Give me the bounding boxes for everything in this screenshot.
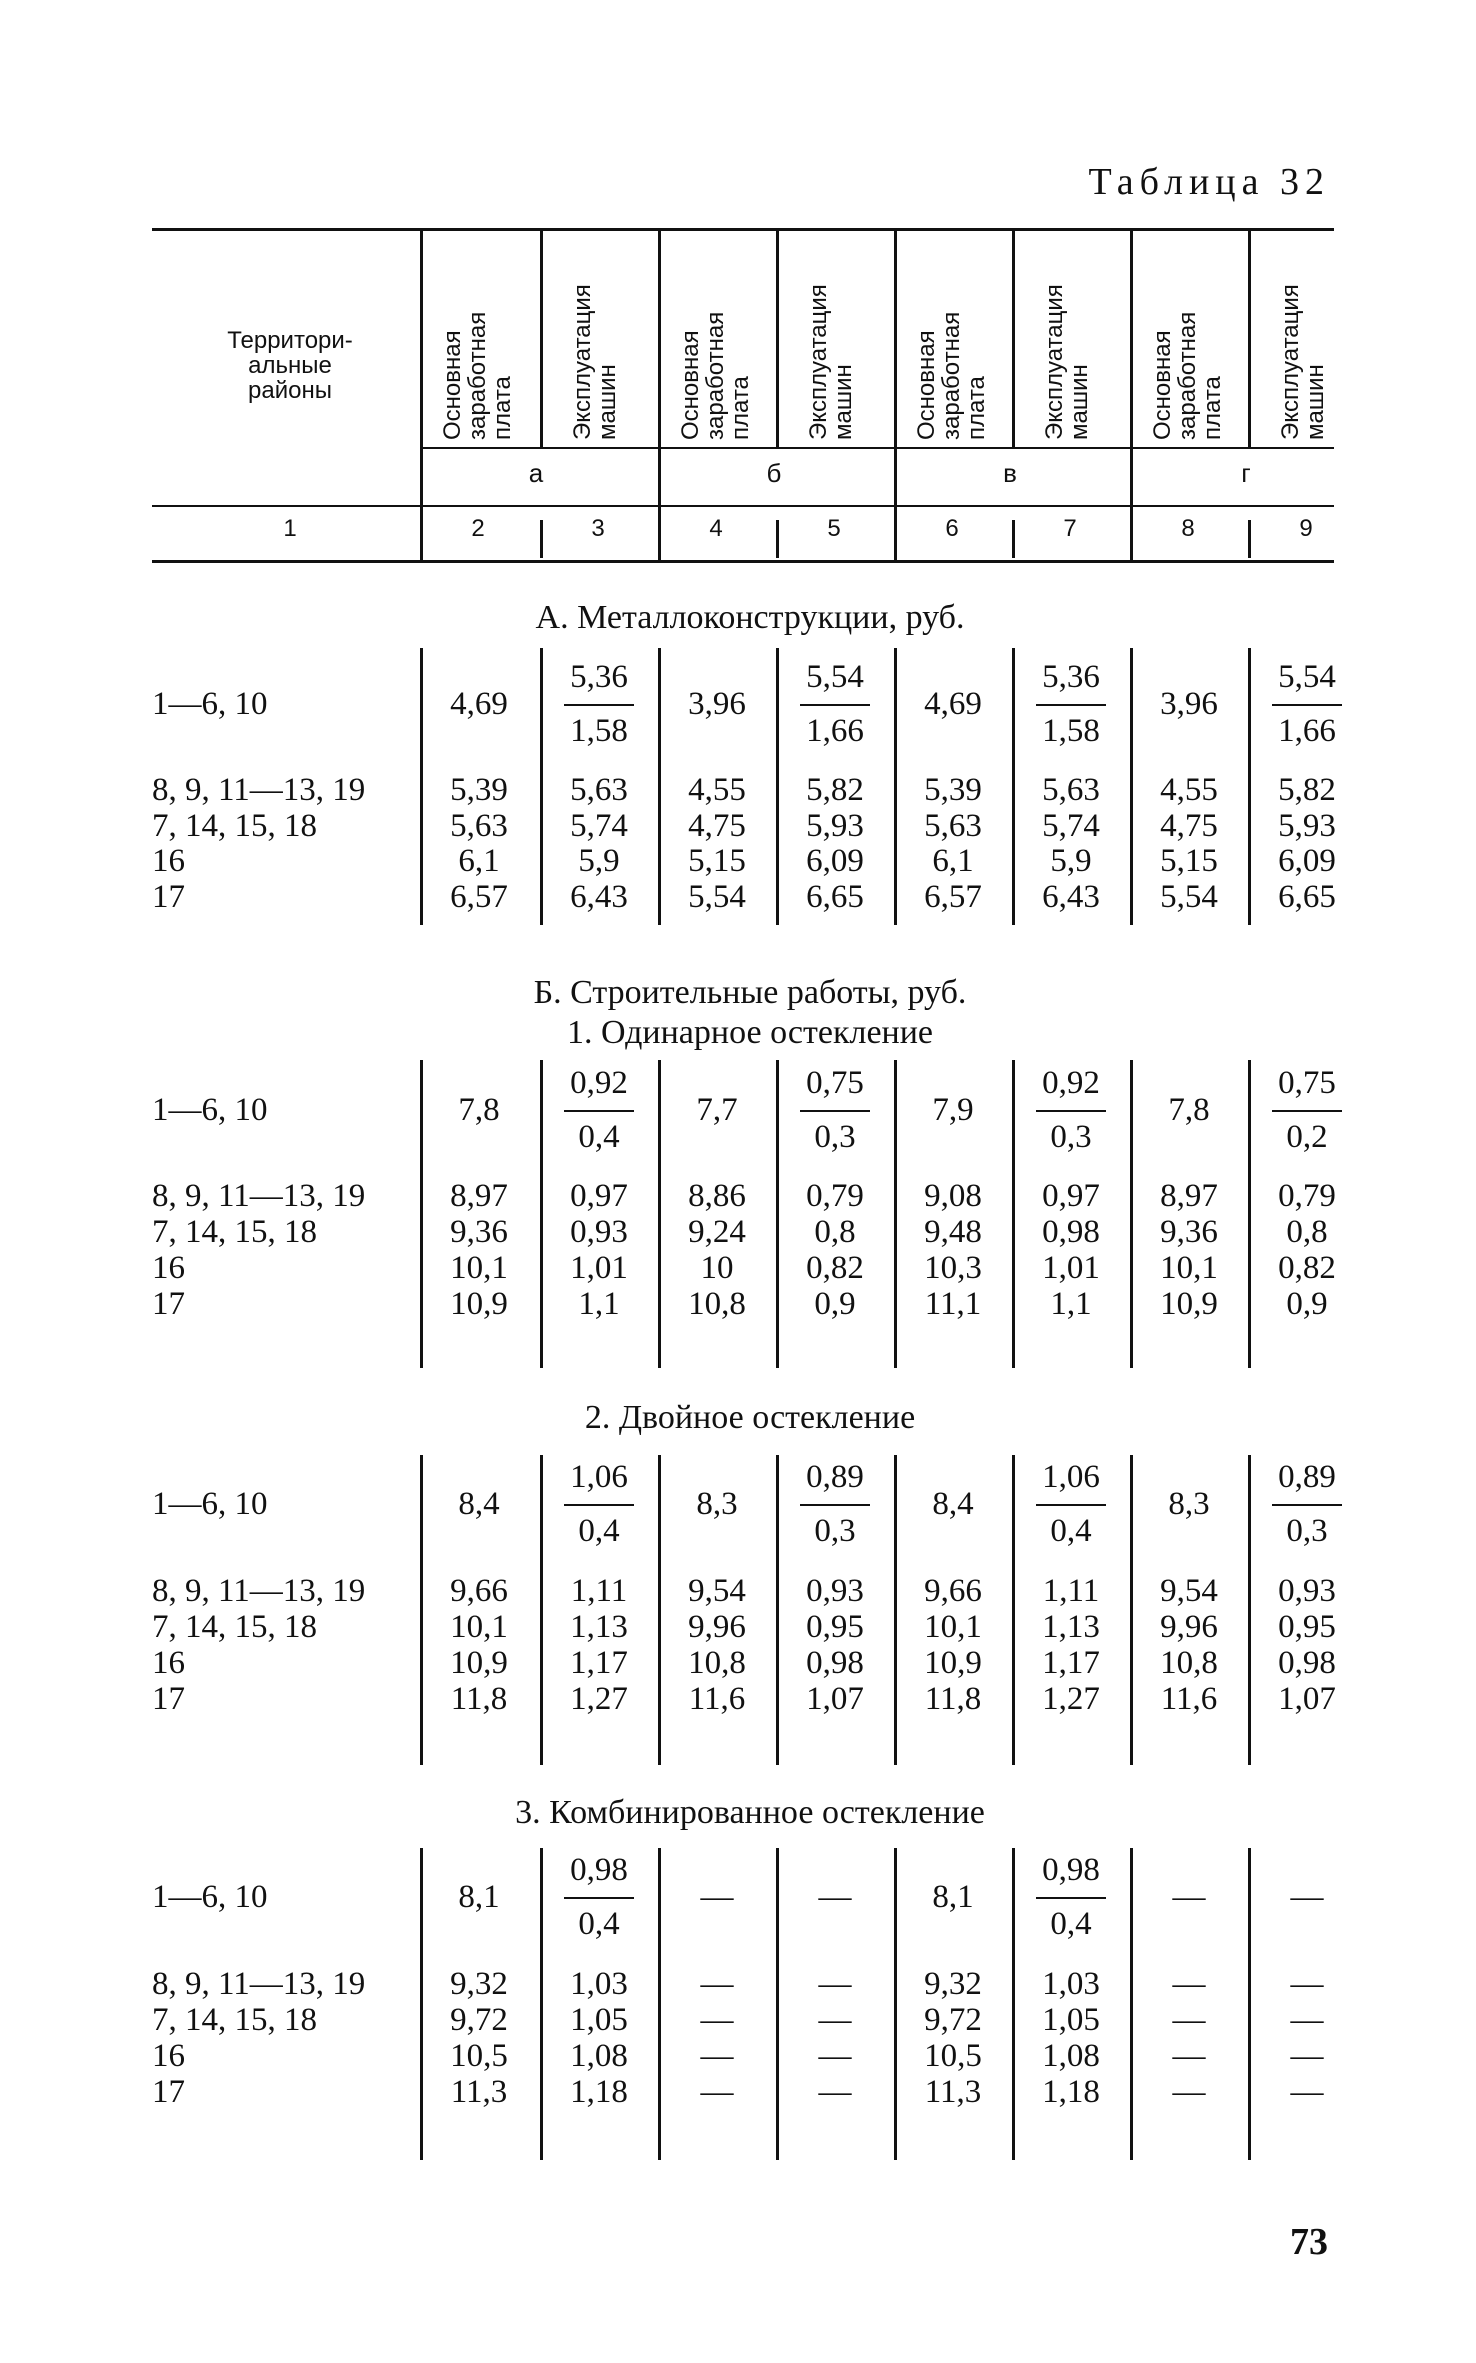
header-mid-rule [420, 447, 1334, 449]
table-cell: 1,1 [1050, 1286, 1092, 1322]
header-divider [1248, 231, 1251, 447]
column-divider [776, 1060, 779, 1368]
table-cell: 6,09 [806, 843, 864, 879]
fraction-numerator: 0,98 [570, 1852, 628, 1888]
table-cell: — [1290, 2074, 1324, 2110]
row-label: 17 [152, 1286, 185, 1322]
fraction-cell [1252, 1456, 1362, 1552]
header-group-rule [152, 505, 1334, 507]
header-col-wage: Основная заработная плата [913, 311, 990, 440]
table-cell: 9,32 [924, 1966, 982, 2002]
table-cell: 5,15 [688, 843, 746, 879]
table-cell: 7,8 [458, 1092, 500, 1128]
header-divider [1012, 231, 1015, 447]
fraction-cell [1016, 1849, 1126, 1945]
row-label: 16 [152, 1250, 185, 1286]
fraction-bar [564, 1897, 634, 1899]
fraction-bar [800, 1504, 870, 1506]
table-cell: 5,39 [924, 772, 982, 808]
table-cell: 4,55 [688, 772, 746, 808]
header-divider [540, 520, 543, 558]
table-cell: 9,96 [688, 1609, 746, 1645]
table-cell: 1,18 [570, 2074, 628, 2110]
fraction-bar [564, 1110, 634, 1112]
table-cell: — [1172, 2002, 1206, 2038]
fraction-cell [544, 1849, 654, 1945]
section-title: Б. Строительные работы, руб. [533, 974, 967, 1011]
header-divider [420, 231, 423, 560]
fraction-bar [1036, 1897, 1106, 1899]
table-cell: 1,08 [1042, 2038, 1100, 2074]
fraction-numerator: 5,54 [1278, 659, 1336, 695]
table-cell: 5,15 [1160, 843, 1218, 879]
table-cell: 10,9 [450, 1645, 508, 1681]
column-divider [540, 1455, 543, 1765]
table-cell: 10,5 [450, 2038, 508, 2074]
table-cell: 0,93 [1278, 1573, 1336, 1609]
table-cell: 5,39 [450, 772, 508, 808]
table-cell: 8,3 [1168, 1486, 1210, 1522]
fraction-numerator: 0,89 [806, 1459, 864, 1495]
table-cell: 10,1 [1160, 1250, 1218, 1286]
row-label: 17 [152, 2074, 185, 2110]
table-cell: 6,43 [570, 879, 628, 915]
column-number: 4 [709, 515, 723, 542]
column-divider [658, 1848, 661, 2160]
column-divider [894, 648, 897, 925]
table-cell: 5,74 [570, 808, 628, 844]
table-cell: 8,4 [458, 1486, 500, 1522]
table-cell: 4,69 [924, 686, 982, 722]
header-top-rule [152, 228, 1334, 231]
table-cell: 5,63 [1042, 772, 1100, 808]
header-divider [1248, 520, 1251, 558]
table-cell: 10,1 [450, 1609, 508, 1645]
row-label: 16 [152, 843, 185, 879]
table-cell: 8,1 [458, 1879, 500, 1915]
header-col-wage: Основная заработная плата [439, 311, 516, 440]
column-divider [1012, 1455, 1015, 1765]
fraction-numerator: 5,54 [806, 659, 864, 695]
column-divider [1130, 1060, 1133, 1368]
column-divider [1248, 1455, 1251, 1765]
table-cell: — [1290, 1966, 1324, 2002]
column-divider [1130, 1455, 1133, 1765]
fraction-cell [780, 1456, 890, 1552]
header-col-machines: Эксплуатация машин [1277, 284, 1329, 440]
header-divider [894, 231, 897, 560]
column-divider [420, 648, 423, 925]
fraction-denominator: 0,3 [814, 1513, 856, 1549]
column-divider [776, 1848, 779, 2160]
fraction-cell [1252, 1062, 1362, 1158]
table-cell: 6,65 [806, 879, 864, 915]
header-divider [776, 520, 779, 558]
table-cell: 0,9 [814, 1286, 856, 1322]
table-cell: 9,96 [1160, 1609, 1218, 1645]
table-cell: 10,8 [1160, 1645, 1218, 1681]
table-cell: 9,36 [1160, 1214, 1218, 1250]
column-divider [658, 1455, 661, 1765]
table-cell: 0,82 [1278, 1250, 1336, 1286]
table-cell: 8,97 [1160, 1178, 1218, 1214]
table-cell: 10,1 [450, 1250, 508, 1286]
row-label: 7, 14, 15, 18 [152, 2002, 317, 2038]
fraction-cell [780, 656, 890, 752]
table-cell: 8,1 [932, 1879, 974, 1915]
table-cell: 6,65 [1278, 879, 1336, 915]
header-col-wage: Основная заработная плата [1149, 311, 1226, 440]
table-cell: 0,93 [570, 1214, 628, 1250]
column-divider [540, 1848, 543, 2160]
table-cell: 5,82 [1278, 772, 1336, 808]
column-divider [1012, 1848, 1015, 2160]
row-label: 8, 9, 11—13, 19 [152, 772, 366, 808]
row-label: 1—6, 10 [152, 1879, 268, 1915]
column-divider [1012, 1060, 1015, 1368]
column-divider [894, 1060, 897, 1368]
fraction-denominator: 0,4 [578, 1119, 620, 1155]
header-group-letter: а [528, 458, 544, 488]
table-cell: 7,8 [1168, 1092, 1210, 1128]
table-cell: 1,01 [1042, 1250, 1100, 1286]
table-cell: — [700, 2074, 734, 2110]
table-cell: 10,5 [924, 2038, 982, 2074]
fraction-denominator: 0,4 [1050, 1513, 1092, 1549]
table-cell: 0,8 [814, 1214, 856, 1250]
table-cell: 5,93 [806, 808, 864, 844]
fraction-cell [1016, 656, 1126, 752]
table-cell: 1,17 [570, 1645, 628, 1681]
column-number: 9 [1299, 515, 1313, 542]
column-divider [658, 648, 661, 925]
table-cell: — [818, 2074, 852, 2110]
table-cell: 0,95 [806, 1609, 864, 1645]
row-label: 16 [152, 1645, 185, 1681]
column-number: 7 [1063, 515, 1077, 542]
header-divider [658, 231, 661, 560]
table-cell: 5,9 [1050, 843, 1092, 879]
table-cell: — [1290, 2038, 1324, 2074]
fraction-numerator: 0,75 [1278, 1065, 1336, 1101]
table-cell: 1,03 [570, 1966, 628, 2002]
table-cell: 1,05 [570, 2002, 628, 2038]
table-cell: — [1172, 1879, 1206, 1915]
column-divider [1130, 648, 1133, 925]
table-cell: — [700, 1966, 734, 2002]
row-label: 17 [152, 879, 185, 915]
header-divider [776, 231, 779, 447]
table-cell: — [818, 1879, 852, 1915]
row-label: 7, 14, 15, 18 [152, 1214, 317, 1250]
row-label: 1—6, 10 [152, 686, 268, 722]
fraction-bar [1036, 704, 1106, 706]
table-cell: 3,96 [1160, 686, 1218, 722]
header-bottom-rule [152, 560, 1334, 563]
table-cell: 7,9 [932, 1092, 974, 1128]
row-label: 16 [152, 2038, 185, 2074]
table-cell: 5,82 [806, 772, 864, 808]
table-cell: 7,7 [696, 1092, 738, 1128]
table-cell: 5,93 [1278, 808, 1336, 844]
column-divider [776, 648, 779, 925]
table-cell: 10,8 [688, 1645, 746, 1681]
table-cell: 6,57 [924, 879, 982, 915]
table-cell: 8,4 [932, 1486, 974, 1522]
column-divider [1248, 1848, 1251, 2160]
fraction-denominator: 0,4 [1050, 1906, 1092, 1942]
table-cell: 0,93 [806, 1573, 864, 1609]
header-divider [540, 231, 543, 447]
column-number: 5 [827, 515, 841, 542]
table-cell: 0,98 [806, 1645, 864, 1681]
column-divider [894, 1848, 897, 2160]
table-cell: 0,98 [1278, 1645, 1336, 1681]
table-cell: 5,63 [924, 808, 982, 844]
table-cell: 10,9 [924, 1645, 982, 1681]
fraction-cell [1016, 1456, 1126, 1552]
table-cell: 10,3 [924, 1250, 982, 1286]
row-label: 8, 9, 11—13, 19 [152, 1966, 366, 2002]
table-cell: 9,08 [924, 1178, 982, 1214]
table-cell: 1,11 [570, 1573, 628, 1609]
fraction-numerator: 0,92 [570, 1065, 628, 1101]
table-cell: 9,72 [450, 2002, 508, 2038]
table-cell: 9,54 [1160, 1573, 1218, 1609]
table-cell: 0,98 [1042, 1214, 1100, 1250]
column-divider [658, 1060, 661, 1368]
column-number: 8 [1181, 515, 1195, 542]
table-cell: 4,75 [1160, 808, 1218, 844]
table-cell: 6,57 [450, 879, 508, 915]
header-col-wage: Основная заработная плата [677, 311, 754, 440]
fraction-denominator: 1,66 [1278, 713, 1336, 749]
fraction-numerator: 0,98 [1042, 1852, 1100, 1888]
fraction-bar [1036, 1504, 1106, 1506]
table-cell: 9,48 [924, 1214, 982, 1250]
table-cell: 4,69 [450, 686, 508, 722]
header-group-letter: г [1241, 458, 1251, 488]
fraction-denominator: 0,2 [1286, 1119, 1328, 1155]
column-divider [1248, 1060, 1251, 1368]
section-title: 3. Комбинированное остекление [515, 1794, 985, 1831]
fraction-bar [564, 1504, 634, 1506]
table-cell: 9,24 [688, 1214, 746, 1250]
section-title: 2. Двойное остекление [584, 1399, 916, 1436]
table-cell: 9,36 [450, 1214, 508, 1250]
row-label: 8, 9, 11—13, 19 [152, 1178, 366, 1214]
table-cell: 1,03 [1042, 1966, 1100, 2002]
header-row-label: Территори- альные районы [227, 327, 353, 404]
fraction-denominator: 0,3 [1286, 1513, 1328, 1549]
column-divider [540, 648, 543, 925]
fraction-bar [1036, 1110, 1106, 1112]
table-cell: — [818, 2002, 852, 2038]
table-cell: — [1290, 1879, 1324, 1915]
table-cell: 1,27 [570, 1681, 628, 1717]
column-divider [1012, 648, 1015, 925]
table-cell: 0,79 [1278, 1178, 1336, 1214]
table-cell: — [1172, 1966, 1206, 2002]
section-title: А. Металлоконструкции, руб. [535, 599, 965, 636]
row-label: 1—6, 10 [152, 1092, 268, 1128]
fraction-bar [1272, 1504, 1342, 1506]
column-divider [420, 1455, 423, 1765]
table-cell: — [700, 2038, 734, 2074]
page-number: 73 [1290, 2221, 1328, 2263]
fraction-bar [800, 1110, 870, 1112]
column-divider [420, 1060, 423, 1368]
fraction-cell [544, 1062, 654, 1158]
table-cell: 11,8 [924, 1681, 982, 1717]
header-group-letter: в [1003, 458, 1017, 488]
table-cell: 11,1 [924, 1286, 982, 1322]
table-cell: 9,66 [924, 1573, 982, 1609]
table-cell: 0,9 [1286, 1286, 1328, 1322]
table-cell: — [1290, 2002, 1324, 2038]
table-cell: 5,63 [450, 808, 508, 844]
header-group-letter: б [766, 458, 782, 488]
table-cell: 1,13 [1042, 1609, 1100, 1645]
table-cell: 0,82 [806, 1250, 864, 1286]
table-cell: 5,54 [688, 879, 746, 915]
fraction-cell [780, 1062, 890, 1158]
fraction-bar [800, 704, 870, 706]
table-caption: Таблица 32 [1088, 161, 1330, 203]
table-cell: 10,9 [450, 1286, 508, 1322]
fraction-denominator: 1,66 [806, 713, 864, 749]
fraction-numerator: 0,75 [806, 1065, 864, 1101]
fraction-numerator: 0,92 [1042, 1065, 1100, 1101]
table-cell: 0,97 [1042, 1178, 1100, 1214]
table-cell: 9,32 [450, 1966, 508, 2002]
header-col-machines: Эксплуатация машин [1041, 284, 1093, 440]
fraction-numerator: 5,36 [570, 659, 628, 695]
table-cell: 5,63 [570, 772, 628, 808]
table-cell: 1,05 [1042, 2002, 1100, 2038]
column-divider [540, 1060, 543, 1368]
table-cell: — [1172, 2038, 1206, 2074]
table-cell: 6,09 [1278, 843, 1336, 879]
header-divider [1012, 520, 1015, 558]
table-cell: 1,07 [806, 1681, 864, 1717]
table-cell: 1,27 [1042, 1681, 1100, 1717]
table-cell: 11,3 [924, 2074, 982, 2110]
fraction-bar [564, 704, 634, 706]
table-cell: 10 [700, 1250, 734, 1286]
table-cell: 9,72 [924, 2002, 982, 2038]
table-cell: 9,66 [450, 1573, 508, 1609]
table-cell: 6,43 [1042, 879, 1100, 915]
table-cell: 10,8 [688, 1286, 746, 1322]
table-cell: — [818, 2038, 852, 2074]
table-cell: — [700, 1879, 734, 1915]
table-cell: 11,8 [450, 1681, 508, 1717]
column-divider [1130, 1848, 1133, 2160]
fraction-denominator: 0,3 [814, 1119, 856, 1155]
table-cell: 0,8 [1286, 1214, 1328, 1250]
fraction-cell [1252, 656, 1362, 752]
table-cell: 9,54 [688, 1573, 746, 1609]
table-cell: 0,97 [570, 1178, 628, 1214]
fraction-numerator: 0,89 [1278, 1459, 1336, 1495]
fraction-denominator: 0,3 [1050, 1119, 1092, 1155]
table-cell: 3,96 [688, 686, 746, 722]
fraction-denominator: 0,4 [578, 1513, 620, 1549]
table-cell: 5,9 [578, 843, 620, 879]
header-col-machines: Эксплуатация машин [569, 284, 621, 440]
table-cell: 5,74 [1042, 808, 1100, 844]
header-col-machines: Эксплуатация машин [805, 284, 857, 440]
table-cell: — [700, 2002, 734, 2038]
table-cell: 0,79 [806, 1178, 864, 1214]
fraction-cell [544, 1456, 654, 1552]
table-cell: 1,01 [570, 1250, 628, 1286]
table-cell: — [1172, 2074, 1206, 2110]
fraction-bar [1272, 704, 1342, 706]
column-divider [894, 1455, 897, 1765]
fraction-denominator: 1,58 [570, 713, 628, 749]
fraction-denominator: 1,58 [1042, 713, 1100, 749]
column-number: 2 [471, 515, 485, 542]
row-label: 7, 14, 15, 18 [152, 808, 317, 844]
table-cell: 11,3 [450, 2074, 508, 2110]
table-cell: 0,95 [1278, 1609, 1336, 1645]
row-label: 1—6, 10 [152, 1486, 268, 1522]
column-divider [776, 1455, 779, 1765]
column-divider [420, 1848, 423, 2160]
row-label: 7, 14, 15, 18 [152, 1609, 317, 1645]
table-cell: 8,97 [450, 1178, 508, 1214]
table-cell: 8,86 [688, 1178, 746, 1214]
fraction-numerator: 1,06 [1042, 1459, 1100, 1495]
column-number: 1 [283, 515, 297, 542]
fraction-numerator: 1,06 [570, 1459, 628, 1495]
table-cell: 1,17 [1042, 1645, 1100, 1681]
fraction-denominator: 0,4 [578, 1906, 620, 1942]
fraction-bar [1272, 1110, 1342, 1112]
fraction-numerator: 5,36 [1042, 659, 1100, 695]
row-label: 17 [152, 1681, 185, 1717]
header-divider [1130, 231, 1133, 560]
table-cell: 6,1 [458, 843, 500, 879]
table-cell: 1,08 [570, 2038, 628, 2074]
table-cell: 4,55 [1160, 772, 1218, 808]
table-cell: 10,9 [1160, 1286, 1218, 1322]
fraction-cell [1016, 1062, 1126, 1158]
section-title: 1. Одинарное остекление [566, 1014, 934, 1051]
fraction-cell [544, 656, 654, 752]
column-divider [1248, 648, 1251, 925]
table-cell: 10,1 [924, 1609, 982, 1645]
table-cell: 6,1 [932, 843, 974, 879]
column-number: 3 [591, 515, 605, 542]
table-cell: 11,6 [1160, 1681, 1218, 1717]
table-cell: 1,07 [1278, 1681, 1336, 1717]
table-cell: 1,1 [578, 1286, 620, 1322]
column-number: 6 [945, 515, 959, 542]
table-cell: 4,75 [688, 808, 746, 844]
table-cell: 1,13 [570, 1609, 628, 1645]
table-cell: — [818, 1966, 852, 2002]
table-cell: 8,3 [696, 1486, 738, 1522]
table-cell: 1,11 [1042, 1573, 1100, 1609]
table-cell: 1,18 [1042, 2074, 1100, 2110]
table-cell: 11,6 [688, 1681, 746, 1717]
table-cell: 5,54 [1160, 879, 1218, 915]
row-label: 8, 9, 11—13, 19 [152, 1573, 366, 1609]
